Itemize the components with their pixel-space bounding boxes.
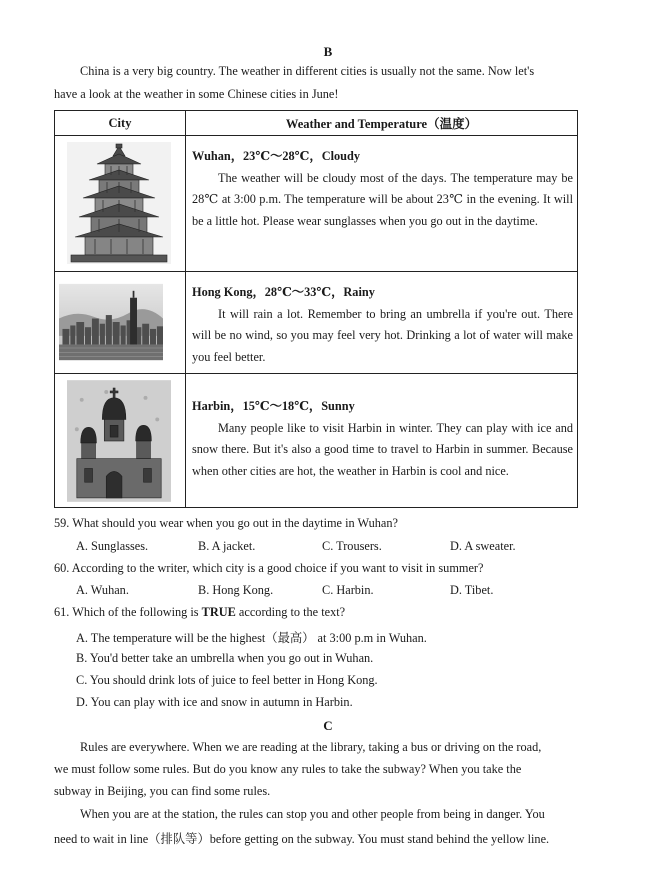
- question-61-keyword: TRUE: [201, 605, 236, 619]
- option-c[interactable]: C. Harbin.: [322, 583, 374, 597]
- question-60-stem: 60. According to the writer, which city is a good choice if you want to visit in summer?: [54, 561, 484, 575]
- table-header-row: [55, 111, 578, 136]
- option-a[interactable]: A. Sunglasses.: [76, 539, 149, 553]
- option-c[interactable]: C. Trousers.: [322, 539, 382, 553]
- city-header: City: [55, 111, 186, 136]
- section-b-letter: B: [323, 44, 333, 59]
- option-b[interactable]: B. You'd better take an umbrella when you go out in Wuhan.: [76, 651, 374, 665]
- table-row: [55, 272, 578, 374]
- passage-c-line: need to wait in line（排队等）before getting on the subway. You must stand behind the yellow line.: [54, 832, 550, 846]
- city-heading: Hong Kong，28℃～33℃，Rainy: [192, 285, 375, 299]
- option-a[interactable]: A. The temperature will be the highest（最高） at 3:00 p.m in Wuhan.: [76, 631, 427, 645]
- city-heading: Harbin，15℃～18℃，Sunny: [192, 399, 355, 413]
- option-d[interactable]: D. Tibet.: [450, 583, 494, 597]
- weather-header: Weather and Temperature（温度）: [186, 111, 578, 136]
- city-description-cell: [186, 374, 578, 508]
- passage-c-line: subway in Beijing, you can find some rules.: [54, 784, 271, 798]
- hong-kong-skyline-photo-icon: [59, 278, 163, 366]
- intro-line-1: China is a very big country. The weather in different cities is usually not the same. Now let's: [80, 64, 535, 78]
- question-61-stem: [54, 605, 586, 620]
- question-61-stem-start: 61. Which of the following is: [54, 605, 202, 619]
- passage-c-line: we must follow some rules. But do you know any rules to take the subway? When you take the: [54, 762, 522, 776]
- city-description: The weather will be cloudy most of the days. The temperature may be 28℃ at 3:00 p.m. The temperature will be about 23℃ in the evening. It will be a little hot. Please wear sunglasses when you go out in the daytime.: [192, 170, 573, 228]
- intro-line-2: have a look at the weather in some Chinese cities in June!: [54, 87, 339, 101]
- harbin-cathedral-photo-icon: [67, 379, 171, 503]
- option-b[interactable]: B. Hong Kong.: [198, 583, 274, 597]
- option-b[interactable]: B. A jacket.: [198, 539, 256, 553]
- option-c[interactable]: C. You should drink lots of juice to feel better in Hong Kong.: [76, 673, 378, 687]
- passage-c-line: Rules are everywhere. When we are reading at the library, taking a bus or driving on the road,: [80, 740, 542, 754]
- city-description: Many people like to visit Harbin in winter. They can play with ice and snow there. But it's also a good time to travel to Harbin in summer. Because when other cities are hot, the weather in Harbin is cool and nice.: [192, 420, 573, 478]
- yellow-crane-tower-photo-icon: [67, 142, 171, 264]
- city-image-cell: [55, 374, 186, 508]
- weather-table: [54, 110, 578, 508]
- section-c-letter: C: [323, 718, 333, 733]
- question-59-stem: 59. What should you wear when you go out in the daytime in Wuhan?: [54, 516, 398, 530]
- option-d[interactable]: D. You can play with ice and snow in autumn in Harbin.: [76, 695, 353, 709]
- passage-c-line: When you are at the station, the rules can stop you and other people from being in danger. You: [80, 807, 545, 821]
- question-61-stem-end: according to the text?: [235, 605, 346, 619]
- city-description: It will rain a lot. Remember to bring an umbrella if you're out. There will be no wind, so you may feel very hot. Drinking a lot of water will make you feel better.: [192, 306, 573, 364]
- city-description-cell: [186, 272, 578, 374]
- option-d[interactable]: D. A sweater.: [450, 539, 516, 553]
- city-image-cell: [55, 272, 186, 374]
- city-image-cell: [55, 136, 186, 272]
- table-row: [55, 374, 578, 508]
- city-heading: Wuhan，23℃～28℃，Cloudy: [192, 149, 360, 163]
- city-description-cell: [186, 136, 578, 272]
- table-row: [55, 136, 578, 272]
- option-a[interactable]: A. Wuhan.: [76, 583, 129, 597]
